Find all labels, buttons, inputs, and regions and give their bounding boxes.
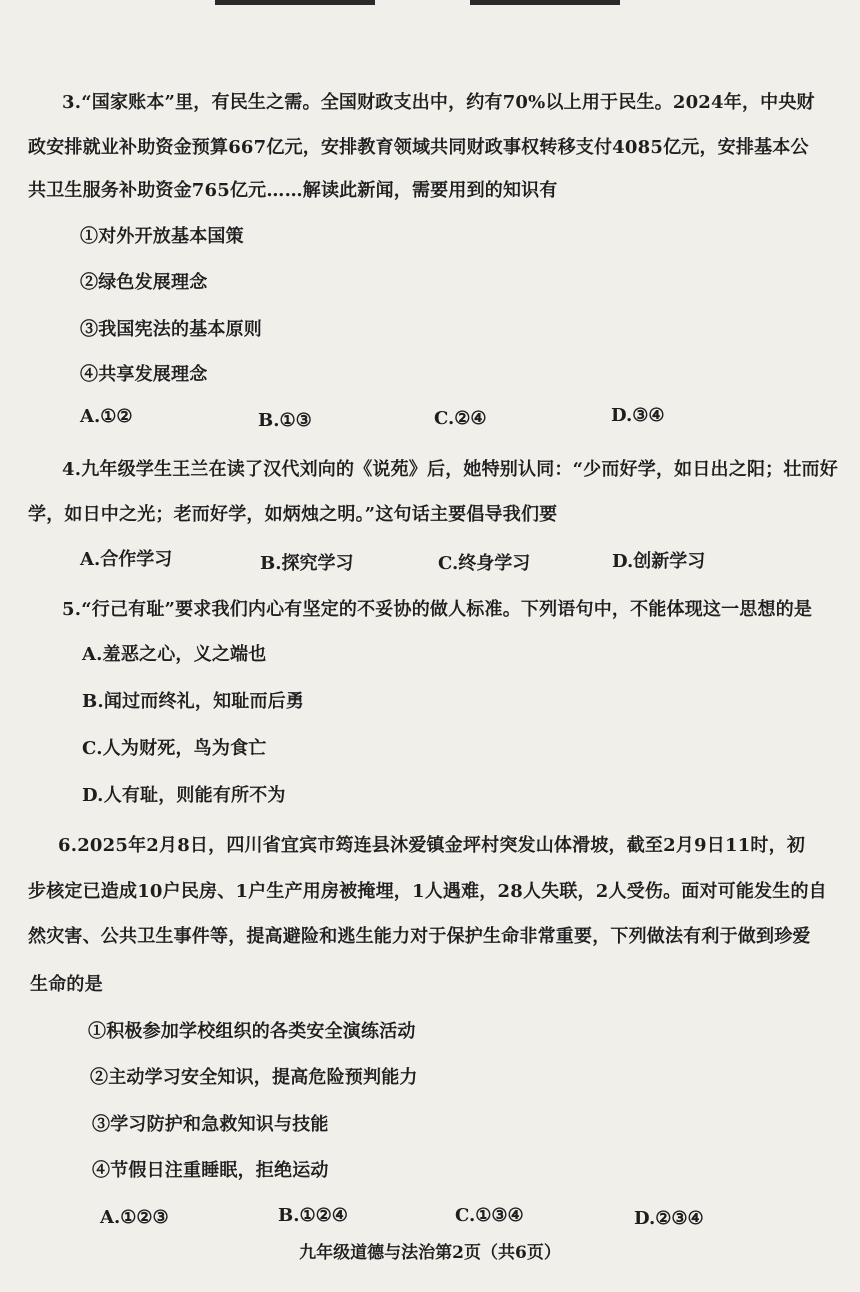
q3-option-d: D.③④ <box>611 405 665 426</box>
q4-stem-line-1: 4.九年级学生王兰在读了汉代刘向的《说苑》后，她特别认同：“少而好学，如日出之阳；壮而好 <box>62 459 838 480</box>
q6-stem-line-3: 然灾害、公共卫生事件等，提高避险和逃生能力对于保护生命非常重要，下列做法有利于做到珍爱 <box>28 926 811 947</box>
q3-option-a: A.①② <box>80 406 133 427</box>
q3-stem-line-1: 3.“国家账本”里，有民生之需。全国财政支出中，约有70%以上用于民生。2024年，中央财 <box>62 92 815 113</box>
page-footer: 九年级道德与法治第2页（共6页） <box>299 1243 561 1263</box>
q6-item-1: ①积极参加学校组织的各类安全演练活动 <box>88 1021 416 1042</box>
q6-stem-line-4: 生命的是 <box>30 974 103 995</box>
q6-option-d: D.②③④ <box>634 1208 704 1229</box>
q6-item-2: ②主动学习安全知识，提高危险预判能力 <box>90 1067 418 1088</box>
q4-option-b: B.探究学习 <box>260 553 354 574</box>
scan-edge-mark <box>215 0 375 5</box>
q6-option-a: A.①②③ <box>100 1207 169 1228</box>
scan-edge-mark <box>470 0 620 5</box>
q4-option-a: A.合作学习 <box>80 549 173 570</box>
q5-option-b: B.闻过而终礼，知耻而后勇 <box>82 691 305 712</box>
q5-stem: 5.“行己有耻”要求我们内心有坚定的不妥协的做人标准。下列语句中，不能体现这一思想的是 <box>62 599 813 620</box>
q3-stem-line-2: 政安排就业补助资金预算667亿元，安排教育领域共同财政事权转移支付4085亿元，安排基本公 <box>28 137 809 158</box>
q3-item-1: ①对外开放基本国策 <box>80 226 244 247</box>
q3-stem-line-3: 共卫生服务补助资金765亿元……解读此新闻，需要用到的知识有 <box>28 180 558 201</box>
q3-item-4: ④共享发展理念 <box>80 364 208 385</box>
q3-item-3: ③我国宪法的基本原则 <box>80 319 262 340</box>
q4-option-c: C.终身学习 <box>438 553 531 574</box>
q6-stem-line-2: 步核定已造成10户民房、1户生产用房被掩埋，1人遇难，28人失联，2人受伤。面对可能发生的自 <box>28 881 827 902</box>
q5-option-c: C.人为财死，鸟为食亡 <box>82 738 267 759</box>
q6-option-b: B.①②④ <box>278 1205 348 1226</box>
q6-item-4: ④节假日注重睡眠，拒绝运动 <box>92 1160 329 1181</box>
q3-option-b: B.①③ <box>258 410 312 431</box>
q5-option-d: D.人有耻，则能有所不为 <box>82 785 286 806</box>
q6-item-3: ③学习防护和急救知识与技能 <box>92 1114 329 1135</box>
q6-option-c: C.①③④ <box>455 1205 524 1226</box>
q3-item-2: ②绿色发展理念 <box>80 272 208 293</box>
q4-stem-line-2: 学，如日中之光；老而好学，如炳烛之明。”这句话主要倡导我们要 <box>28 504 558 525</box>
q3-option-c: C.②④ <box>434 408 487 429</box>
q6-stem-line-1: 6.2025年2月8日，四川省宜宾市筠连县沐爱镇金坪村突发山体滑坡，截至2月9日11时，初 <box>58 835 806 856</box>
q4-option-d: D.创新学习 <box>612 551 706 572</box>
q5-option-a: A.羞恶之心，义之端也 <box>82 644 267 665</box>
